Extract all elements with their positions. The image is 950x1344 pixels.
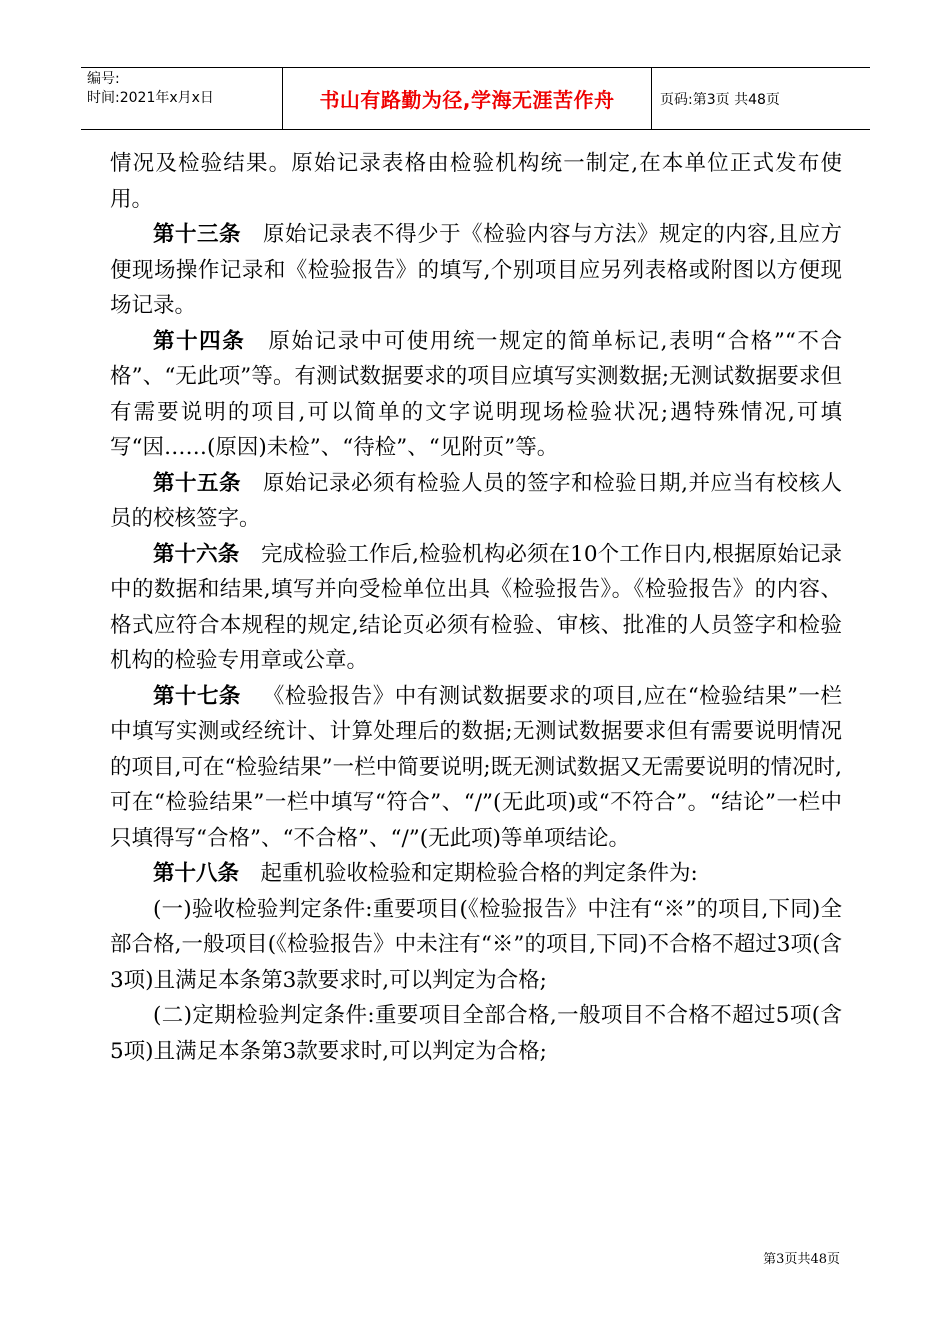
header-page-info: 页码:第3页 共48页 — [660, 91, 780, 108]
article-number: 第十三条 — [153, 222, 242, 247]
article-number: 第十八条 — [153, 861, 240, 886]
paragraph — [110, 217, 842, 324]
paragraph-text: (二)定期检验判定条件:重要项目全部合格,一般项目不合格不超过5项(含5项)且满足本条第3款要求时,可以判定为合格; — [110, 1003, 842, 1064]
paragraph-text: 原始记录表不得少于《检验内容与方法》规定的内容,且应方便现场操作记录和《检验报告》的填写,个别项目应另列表格或附图以方便现场记录。 — [110, 222, 842, 318]
paragraph — [110, 998, 842, 1069]
paragraph — [110, 856, 842, 892]
paragraph — [110, 146, 842, 217]
article-number: 第十七条 — [153, 683, 241, 709]
paragraph-text: (一)验收检验判定条件:重要项目(《检验报告》中注有“※”的项目,下同)全部合格,一般项目(《检验报告》中未注有“※”的项目,下同)不合格不超过3项(含3项)且满足本条第3款要求时,可以判定为合格; — [110, 896, 842, 993]
footer-page-info: 第3页共48页 — [763, 1252, 840, 1267]
paragraph — [110, 892, 842, 999]
article-number: 第十六条 — [153, 541, 240, 567]
paragraph — [110, 466, 842, 537]
paragraph-text: 情况及检验结果。原始记录表格由检验机构统一制定,在本单位正式发布使用。 — [110, 151, 842, 212]
article-number: 第十五条 — [153, 470, 242, 496]
paragraph-text: 完成检验工作后,检验机构必须在10个工作日内,根据原始记录中的数据和结果,填写并向受检单位出具《检验报告》。《检验报告》的内容、格式应符合本规程的规定,结论页必须有检验、审核、批准的人员签字和检验机构的检验专用章或公章。 — [110, 541, 842, 673]
header-motto: 书山有路勤为径,学海无涯苦作舟 — [283, 68, 652, 129]
document-body — [110, 146, 842, 1069]
paragraph-text: 原始记录必须有检验人员的签字和检验日期,并应当有校核人员的校核签字。 — [110, 470, 842, 531]
paragraph-text: 原始记录中可使用统一规定的简单标记,表明“合格”“不合格”、“无此项”等。有测试数据要求的项目应填写实测数据;无测试数据要求但有需要说明的项目,可以简单的文字说明现场检验状况;遇特殊情况,可填写“因……(原因)未检”、“待检”、“见附页”等。 — [110, 328, 842, 460]
time-label: 时间:2021年x月x日 — [87, 90, 214, 106]
article-number: 第十四条 — [153, 328, 246, 354]
paragraph — [110, 324, 842, 466]
paragraph-text: 起重机验收检验和定期检验合格的判定条件为: — [260, 861, 698, 886]
paragraph — [110, 679, 842, 857]
page-header — [81, 67, 870, 130]
paragraph — [110, 537, 842, 679]
paragraph-text: 《检验报告》中有测试数据要求的项目,应在“检验结果”一栏中填写实测或经统计、计算处理后的数据;无测试数据要求但有需要说明情况的项目,可在“检验结果”一栏中简要说明;既无测试数据又无需要说明的情况时,可在“检验结果”一栏中填写“符合”、“/”(无此项)或“不符合”。“结论”一栏中只填得写“合格”、“不合格”、“/”(无此项)等单项结论。 — [110, 683, 842, 851]
serial-label: 编号: — [87, 71, 120, 87]
header-meta — [81, 68, 283, 129]
